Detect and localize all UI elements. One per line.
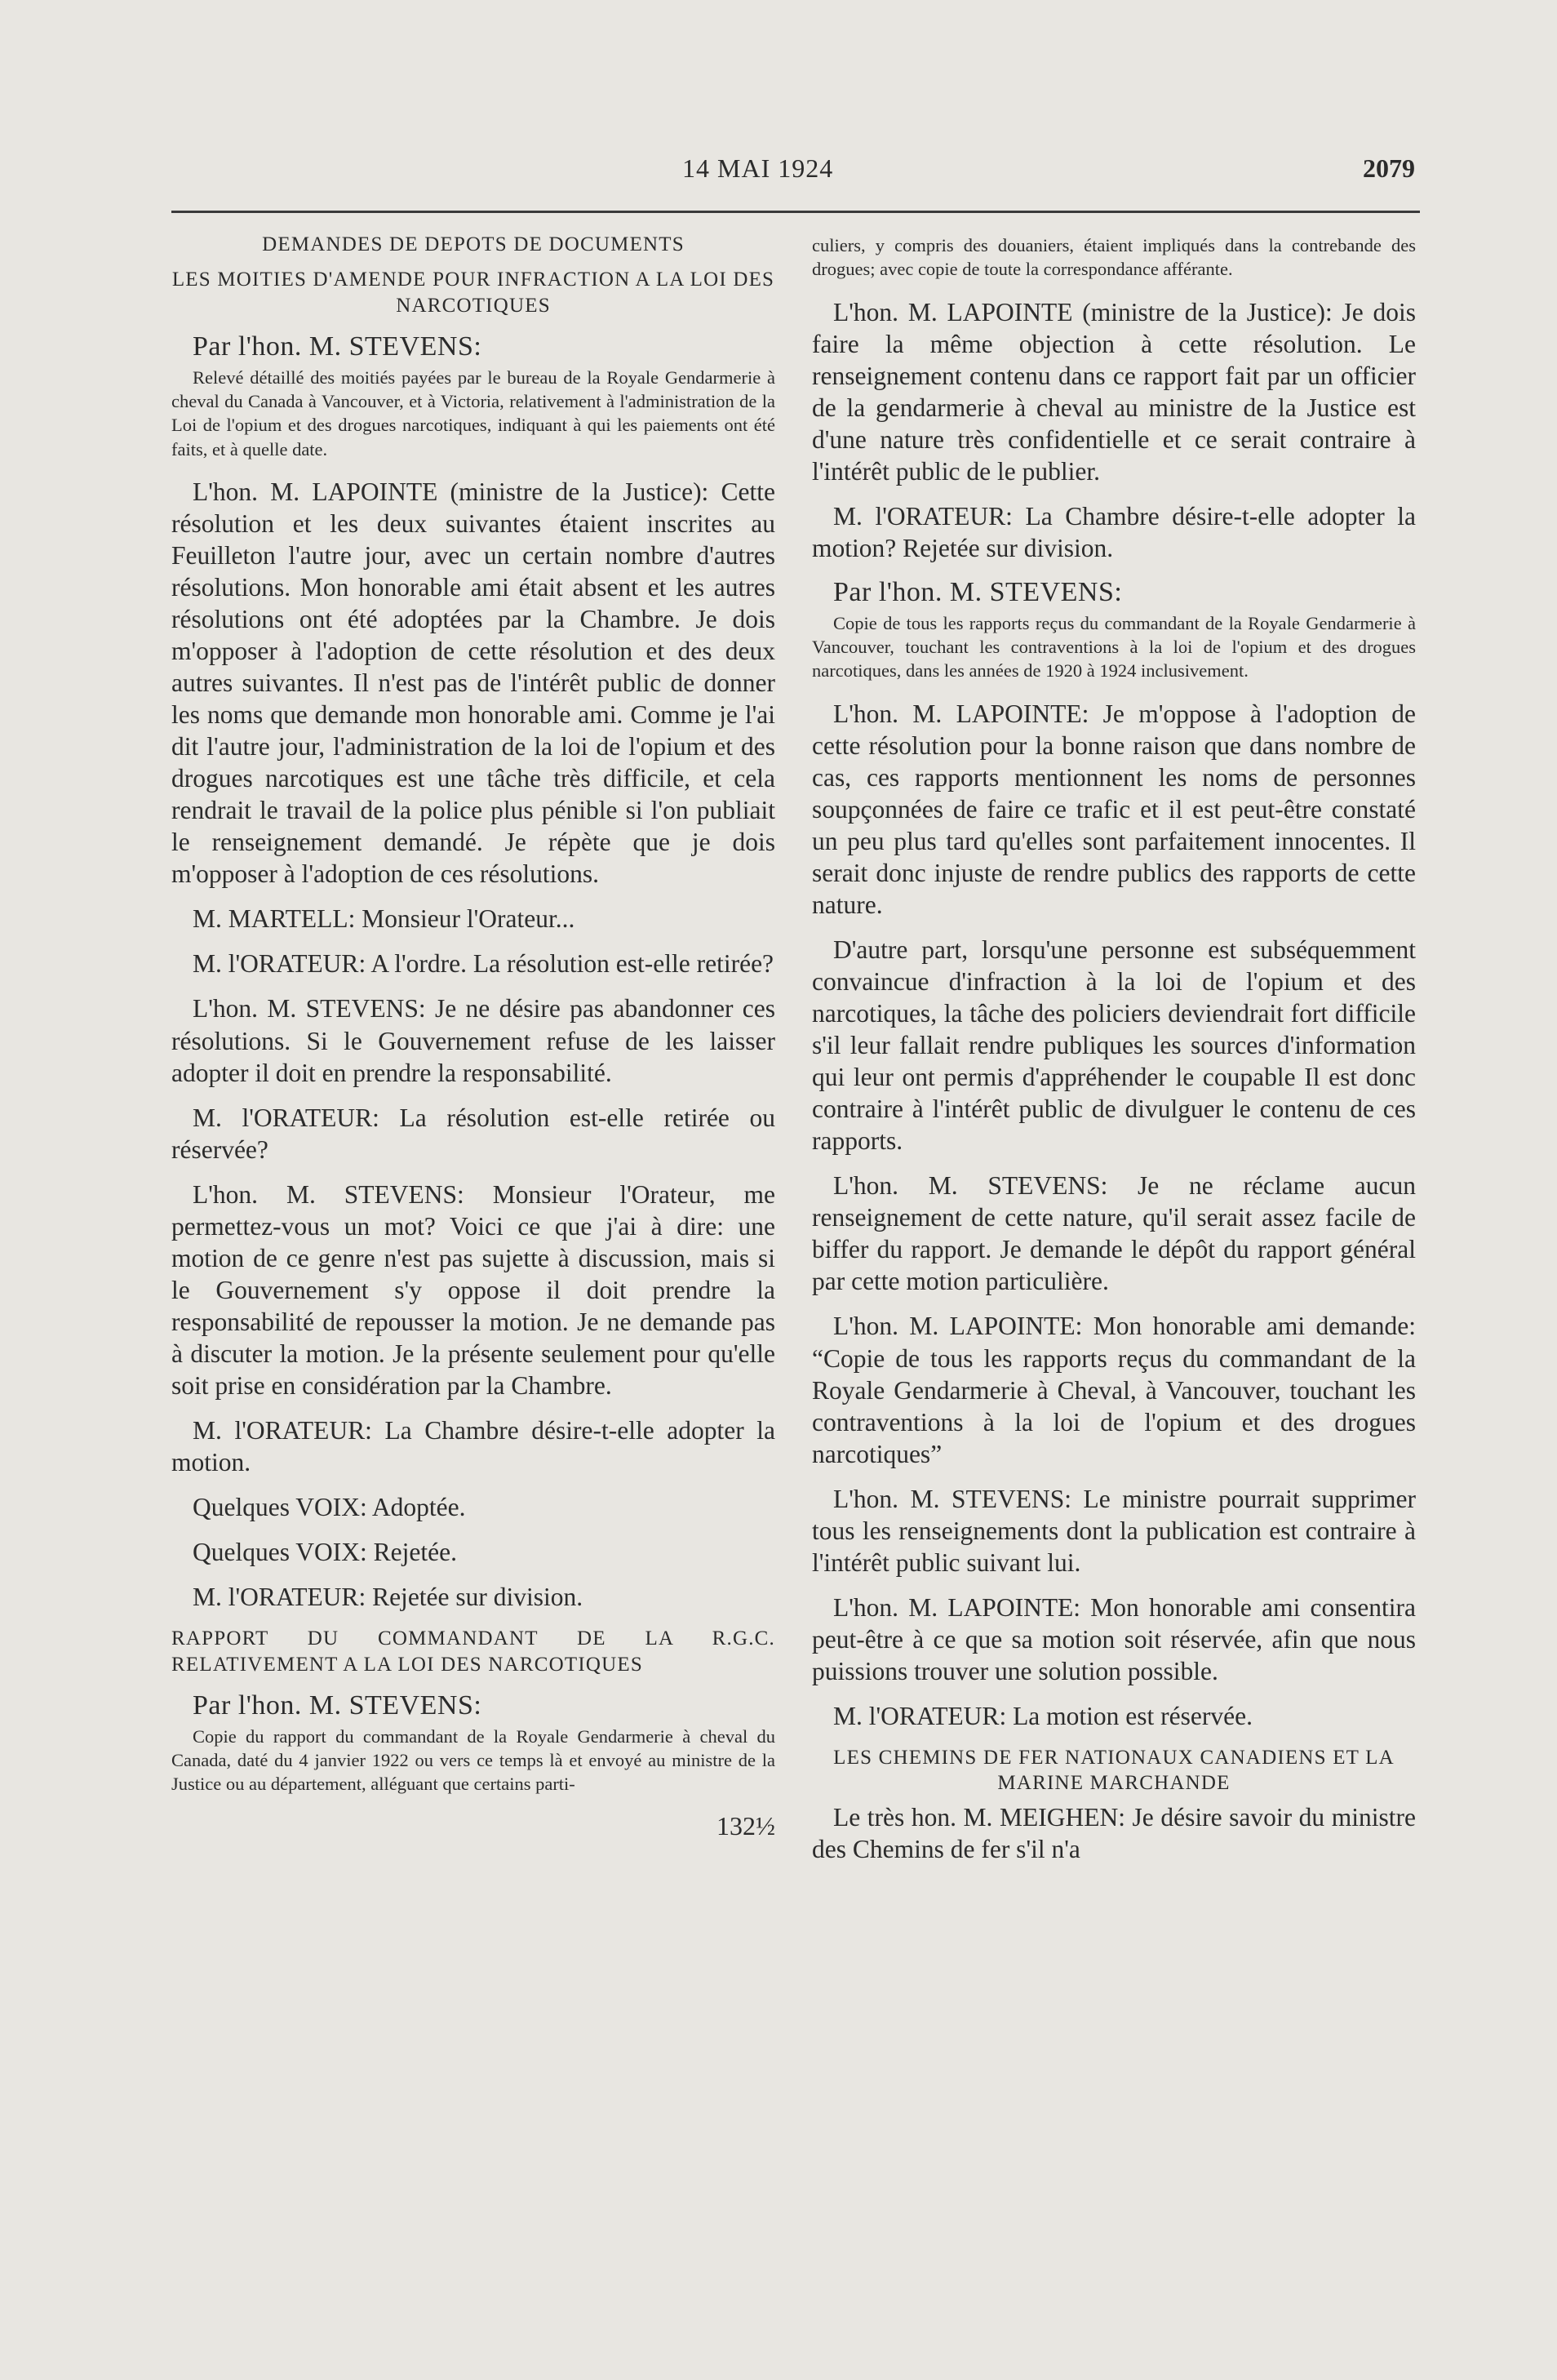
speech-paragraph: L'hon. M. LAPOINTE (ministre de la Justice): Je dois faire la même objection à cette résolution. Le renseignement contenu dans ce rapport fait par un officier de la gendarmerie à cheval au ministre de la Justice est d'une nature très confidentielle et ce serait contraire à l'intérêt public de le publier. (812, 297, 1416, 486)
right-column (812, 222, 1416, 1878)
speech-paragraph: L'hon. M. STEVENS: Le ministre pourrait supprimer tous les renseignements dont la publication est contraire à l'intérêt public suivant lui. (812, 1484, 1416, 1577)
speech-paragraph: L'hon. M. LAPOINTE: Je m'oppose à l'adoption de cette résolution pour la bonne raison que dans nombre de cas, ces rapports mentionnent les noms de personnes soupçonnées de faire ce trafic et il est peut-être constaté un peu plus tard qu'elles sont parfaitement innocentes. Il serait donc injuste de rendre publics des rapports de cette nature. (812, 699, 1416, 919)
speech-paragraph: L'hon. M. LAPOINTE (ministre de la Justice): Cette résolution et les deux suivantes étaient inscrites au Feuilleton l'autre jour, avec un certain nombre d'autres résolutions. Mon honorable ami était absent et les autres résolutions ont été adoptées par la Chambre. Je dois m'opposer à l'adoption de cette résolution et des deux autres suivantes. Il n'est pas de l'intérêt public de donner les noms que demande mon honorable ami. Comme je l'ai dit l'autre jour, l'administration de la loi de l'opium et des drogues narcotiques est une tâche très difficile, et cela rendrait le travail de la police plus pénible si l'on publiait le renseignement demandé. Je répète que je dois m'opposer à l'adoption de ces résolutions. (171, 477, 775, 889)
motion-text: culiers, y compris des douaniers, étaient impliqués dans la contrebande des drogues; avec copie de toute la correspondance afférante. (812, 235, 1416, 280)
speech-paragraph: Quelques VOIX: Rejetée. (193, 1538, 457, 1567)
motion-text: Copie du rapport du commandant de la Royale Gendarmerie à cheval du Canada, daté du 4 janvier 1922 ou vers ce temps là et envoyé au ministre de la Justice ou au département, alléguant que certains parti- (171, 1725, 775, 1795)
section-heading: LES CHEMINS DE FER NATIONAUX CANADIENS ET LA MARINE MARCHANDE (833, 1747, 1395, 1795)
speech-paragraph: M. l'ORATEUR: A l'ordre. La résolution est-elle retirée? (193, 949, 774, 979)
speech-paragraph: M. l'ORATEUR: La Chambre désire-t-elle adopter la motion? Rejetée sur division. (812, 501, 1416, 562)
speech-paragraph: M. l'ORATEUR: La Chambre désire-t-elle adopter la motion. (171, 1416, 775, 1477)
speech-paragraph: M. MARTELL: Monsieur l'Orateur... (193, 904, 575, 934)
section-heading: RAPPORT DU COMMANDANT DE LA R.G.C. RELATIVEMENT A LA LOI DES NARCOTIQUES (171, 1627, 775, 1676)
motion-text: Relevé détaillé des moitiés payées par le bureau de la Royale Gendarmerie à cheval du Canada à Vancouver, et à Victoria, relativement à l'administration de la Loi de l'opium et des drogues narcotiques, indiquant à qui les paiements ont été faits, et à quelle date. (171, 366, 775, 460)
speech-paragraph: L'hon. M. STEVENS: Je ne réclame aucun renseignement de cette nature, qu'il serait assez facile de biffer du rapport. Je demande le dépôt du rapport général par cette motion particulière. (812, 1171, 1416, 1296)
page-number: 2079 (1363, 153, 1415, 183)
speech-paragraph: L'hon. M. LAPOINTE: Mon honorable ami demande: “Copie de tous les rapports reçus du commandant de la Royale Gendarmerie à Cheval, à Vancouver, touchant les contraventions à la loi de l'opium et des drogues narcotiques” (812, 1312, 1416, 1468)
motion-text: Copie de tous les rapports reçus du commandant de la Royale Gendarmerie à Vancouver, touchant les contraventions à la loi de l'opium et des drogues narcotiques, dans les années de 1920 à 1924 inclusivement. (812, 612, 1416, 682)
speech-paragraph: M. l'ORATEUR: Rejetée sur division. (193, 1583, 583, 1612)
speech-paragraph: M. l'ORATEUR: La résolution est-elle retirée ou réservée? (171, 1103, 775, 1164)
speech-paragraph: Quelques VOIX: Adoptée. (193, 1493, 466, 1522)
speech-paragraph: L'hon. M. LAPOINTE: Mon honorable ami consentira peut-être à ce que sa motion soit réservée, afin que nous puissions trouver une solution possible. (812, 1592, 1416, 1685)
speech-paragraph: D'autre part, lorsqu'une personne est subséquemment convaincue d'infraction à la loi de l'opium et des narcotiques, la tâche des policiers deviendrait fort difficile s'il leur fallait rendre publiques les sources d'information qui leur ont permis d'appréhender le coupable Il est donc contraire à l'intérêt public de divulguer le contenu de ces rapports. (812, 935, 1416, 1156)
speech-paragraph: L'hon. M. STEVENS: Monsieur l'Orateur, me permettez-vous un mot? Voici ce que j'ai à dire: une motion de ce genre n'est pas sujette à discussion, mais si le Gouvernement s'y oppose il doit prendre la responsabilité de repousser la motion. Je ne demande pas à discuter la motion. Je la présente seulement pour qu'elle soit prise en considération par la Chambre. (171, 1179, 775, 1400)
section-heading: DEMANDES DE DEPOTS DE DOCUMENTS (262, 233, 685, 255)
speech-paragraph: M. l'ORATEUR: La motion est réservée. (833, 1701, 1253, 1730)
left-column (171, 222, 775, 1841)
speech-paragraph: Le très hon. M. MEIGHEN: Je désire savoir du ministre des Chemins de fer s'il n'a (812, 1802, 1416, 1863)
motion-mover: Par l'hon. M. STEVENS: (833, 576, 1123, 607)
page-date: 14 MAI 1924 (682, 153, 834, 183)
motion-mover: Par l'hon. M. STEVENS: (193, 1690, 482, 1721)
header-rule (171, 211, 1420, 213)
folio-mark (171, 1811, 775, 1841)
motion-mover: Par l'hon. M. STEVENS: (193, 331, 482, 362)
speech-paragraph: L'hon. M. STEVENS: Je ne désire pas abandonner ces résolutions. Si le Gouvernement refuse de les laisser adopter il doit en prendre la responsabilité. (171, 994, 775, 1087)
folio-number: 132½ (716, 1810, 775, 1841)
section-subheading: LES MOITIES D'AMENDE POUR INFRACTION A LA LOI DES NARCOTIQUES (171, 269, 775, 317)
